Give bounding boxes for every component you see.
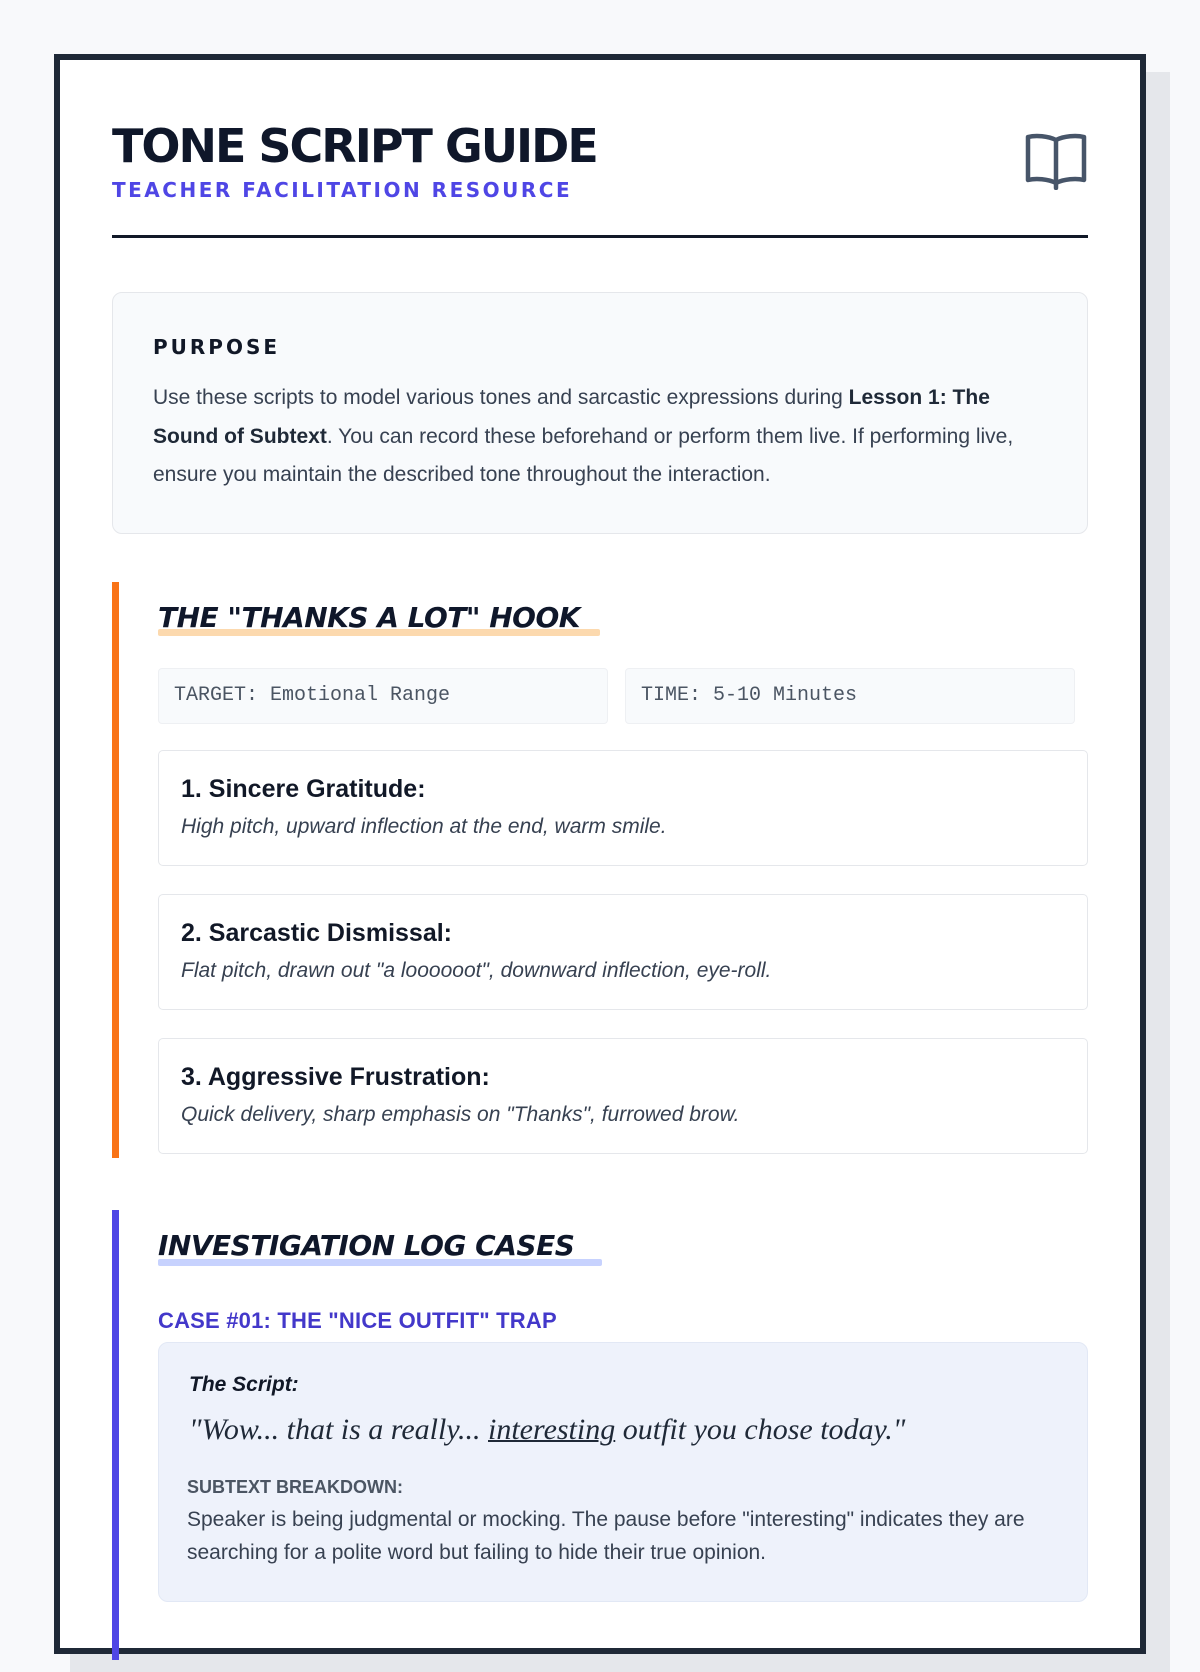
document-title: TONE SCRIPT GUIDE [112, 119, 597, 173]
case-title: CASE #01: THE "NICE OUTFIT" TRAP [158, 1308, 557, 1333]
tone-description: High pitch, upward inflection at the end, warm smile. [181, 815, 667, 838]
script-label: The Script: [189, 1373, 299, 1396]
tone-card [158, 750, 1088, 866]
tone-card [158, 894, 1088, 1010]
quote-emphasis: interesting [488, 1413, 616, 1446]
purpose-text-intro: Use these scripts to model various tones and sarcastic expressions during [153, 386, 849, 409]
tone-name: 2. Sarcastic Dismissal: [181, 919, 452, 947]
script-quote [189, 1413, 905, 1447]
hook-title: THE "THANKS A LOT" HOOK [158, 601, 580, 634]
lesson-name: Lesson 1: The Sound of Subtext [153, 386, 990, 448]
subtext-breakdown-text: Speaker is being judgmental or mocking. The pause before "interesting" indicates they are searching for a polite word but failing to hide their true opinion. [187, 1508, 1025, 1564]
investigation-section [112, 1210, 1088, 1660]
time-tag: TIME: 5-10 Minutes [625, 668, 1075, 724]
tone-description: Quick delivery, sharp emphasis on "Thanks", furrowed brow. [181, 1103, 740, 1126]
script-box [158, 1342, 1088, 1602]
hook-section [112, 582, 1088, 1158]
investigation-accent-bar [112, 1210, 119, 1660]
tone-name: 3. Aggressive Frustration: [181, 1063, 490, 1091]
hook-accent-bar [112, 582, 119, 1158]
tone-card [158, 1038, 1088, 1154]
investigation-title: INVESTIGATION LOG CASES [158, 1229, 575, 1262]
book-open-icon [1024, 130, 1088, 190]
purpose-box [112, 292, 1088, 534]
purpose-text [153, 379, 1053, 495]
subtext-breakdown-label: SUBTEXT BREAKDOWN: [187, 1477, 403, 1497]
tone-description: Flat pitch, drawn out "a loooooot", downward inflection, eye-roll. [181, 959, 772, 982]
document-page [54, 54, 1146, 1654]
quote-start: "Wow... that is a really... [189, 1413, 489, 1446]
document-header [112, 118, 1088, 238]
purpose-label: PURPOSE [153, 335, 281, 359]
target-tag: TARGET: Emotional Range [158, 668, 608, 724]
quote-end: outfit you chose today." [615, 1413, 906, 1446]
document-subtitle: TEACHER FACILITATION RESOURCE [112, 178, 573, 202]
purpose-text-rest: . You can record these beforehand or perform them live. If performing live, ensure you maintain the described tone throughout the interaction. [153, 424, 1014, 486]
tone-name: 1. Sincere Gratitude: [181, 775, 426, 803]
